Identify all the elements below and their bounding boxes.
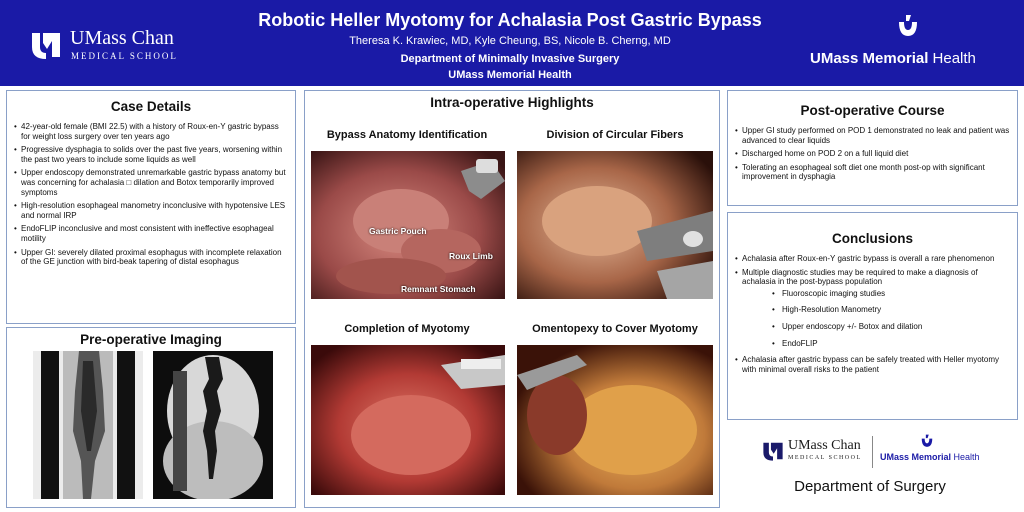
list-item: • Upper GI study performed on POD 1 demonstrated no leak and patient was advanced to clear liquids <box>734 126 1011 145</box>
header-banner <box>0 0 1024 86</box>
completion-myotomy-image <box>311 345 505 495</box>
list-item: • Upper GI: severely dilated proximal esophagus with incomplete relaxation of the GE junction with bird-beak tapering of distal esophagus <box>13 248 287 267</box>
umass-memorial-logo-icon <box>896 14 920 38</box>
label-gastric-pouch: Gastric Pouch <box>369 226 427 236</box>
circular-fibers-image <box>517 151 713 299</box>
list-item: • EndoFLIP inconclusive and most consistent with ineffective esophageal motility <box>13 224 287 243</box>
poster-authors: Theresa K. Krawiec, MD, Kyle Cheung, BS, Nicole B. Cherng, MD <box>349 35 671 47</box>
list-item: • Discharged home on POD 2 on a full liquid diet <box>734 149 1011 159</box>
footer-logos <box>760 434 982 470</box>
conclusions-list <box>734 254 1011 374</box>
list-item: • High-Resolution Manometry <box>772 305 1011 315</box>
poster-title: Robotic Heller Myotomy for Achalasia Post Gastric Bypass <box>258 10 762 30</box>
image-caption: Bypass Anatomy Identification <box>326 129 488 141</box>
intraop-title: Intra-operative Highlights <box>430 95 594 110</box>
image-caption: Omentopexy to Cover Myotomy <box>532 323 698 335</box>
image-caption: Completion of Myotomy <box>344 323 470 335</box>
list-item: • 42-year-old female (BMI 22.5) with a history of Roux-en-Y gastric bypass for weight loss surgery over ten years ago <box>13 122 287 141</box>
conclusions-panel <box>727 212 1018 420</box>
list-item: • Multiple diagnostic studies may be required to make a diagnosis of achalasia in the post-bypass population • Fluoroscopic imaging studies • High-Resolution Manometry • Upper endoscopy +/- Botox and dilation • EndoFLIP <box>734 268 1011 349</box>
umass-chan-logo-icon <box>762 440 784 462</box>
case-details-list <box>13 122 287 267</box>
list-item: • Achalasia after Roux-en-Y gastric bypass is overall a rare phenomenon <box>734 254 1011 264</box>
diagnostic-studies-list <box>772 289 1011 348</box>
list-item: • Upper endoscopy +/- Botox and dilation <box>772 322 1011 332</box>
poster-department: Department of Minimally Invasive Surgery <box>400 53 620 65</box>
umass-memorial-logo <box>810 14 1010 74</box>
label-roux-limb: Roux Limb <box>449 251 493 261</box>
preop-xray-image-1 <box>33 351 143 499</box>
postop-title: Post-operative Course <box>800 103 945 118</box>
footer-divider <box>872 436 873 468</box>
omentopexy-image <box>517 345 713 495</box>
footer-memorial-name: UMass Memorial Health <box>880 452 980 462</box>
umass-memorial-logo-icon <box>920 434 934 448</box>
preop-imaging-title: Pre-operative Imaging <box>80 332 222 347</box>
umass-chan-sub: MEDICAL SCHOOL <box>71 51 178 61</box>
preop-imaging-panel <box>6 327 296 508</box>
poster-institution: UMass Memorial Health <box>448 69 572 81</box>
list-item: • EndoFLIP <box>772 339 1011 349</box>
list-item: • Upper endoscopy demonstrated unremarkable gastric bypass anatomy but was concerning for achalasia □ dilation and Botox temporarily improved symptoms <box>13 168 287 197</box>
bypass-anatomy-image <box>311 151 505 299</box>
footer-department: Department of Surgery <box>794 478 946 495</box>
list-item: • Achalasia after gastric bypass can be safely treated with Heller myotomy with minimal overall risks to the patient <box>734 355 1011 374</box>
list-item: • Tolerating an esophageal soft diet one month post-op with significant improvement in dysphagia <box>734 163 1011 182</box>
umass-chan-name: UMass Chan <box>70 27 174 49</box>
case-details-panel <box>6 90 296 324</box>
footer-chan-sub: MEDICAL SCHOOL <box>788 455 862 461</box>
list-item: • Fluoroscopic imaging studies <box>772 289 1011 299</box>
preop-xray-image-2 <box>153 351 273 499</box>
conclusions-title: Conclusions <box>831 231 913 246</box>
label-remnant-stomach: Remnant Stomach <box>401 284 476 294</box>
list-item: • High-resolution esophageal manometry inconclusive with hypotensive LES and normal IRP <box>13 201 287 220</box>
umass-chan-logo-icon <box>30 29 62 61</box>
list-item: • Progressive dysphagia to solids over the past five years, worsening within the past two years to include some liquids as well <box>13 145 287 164</box>
intraop-panel <box>304 90 720 508</box>
footer-chan-name: UMass Chan <box>788 438 861 453</box>
umass-memorial-name: UMass Memorial Health <box>810 50 976 67</box>
postop-list <box>734 126 1011 182</box>
case-details-title: Case Details <box>110 99 192 114</box>
image-caption: Division of Circular Fibers <box>546 129 684 141</box>
postop-panel <box>727 90 1018 206</box>
